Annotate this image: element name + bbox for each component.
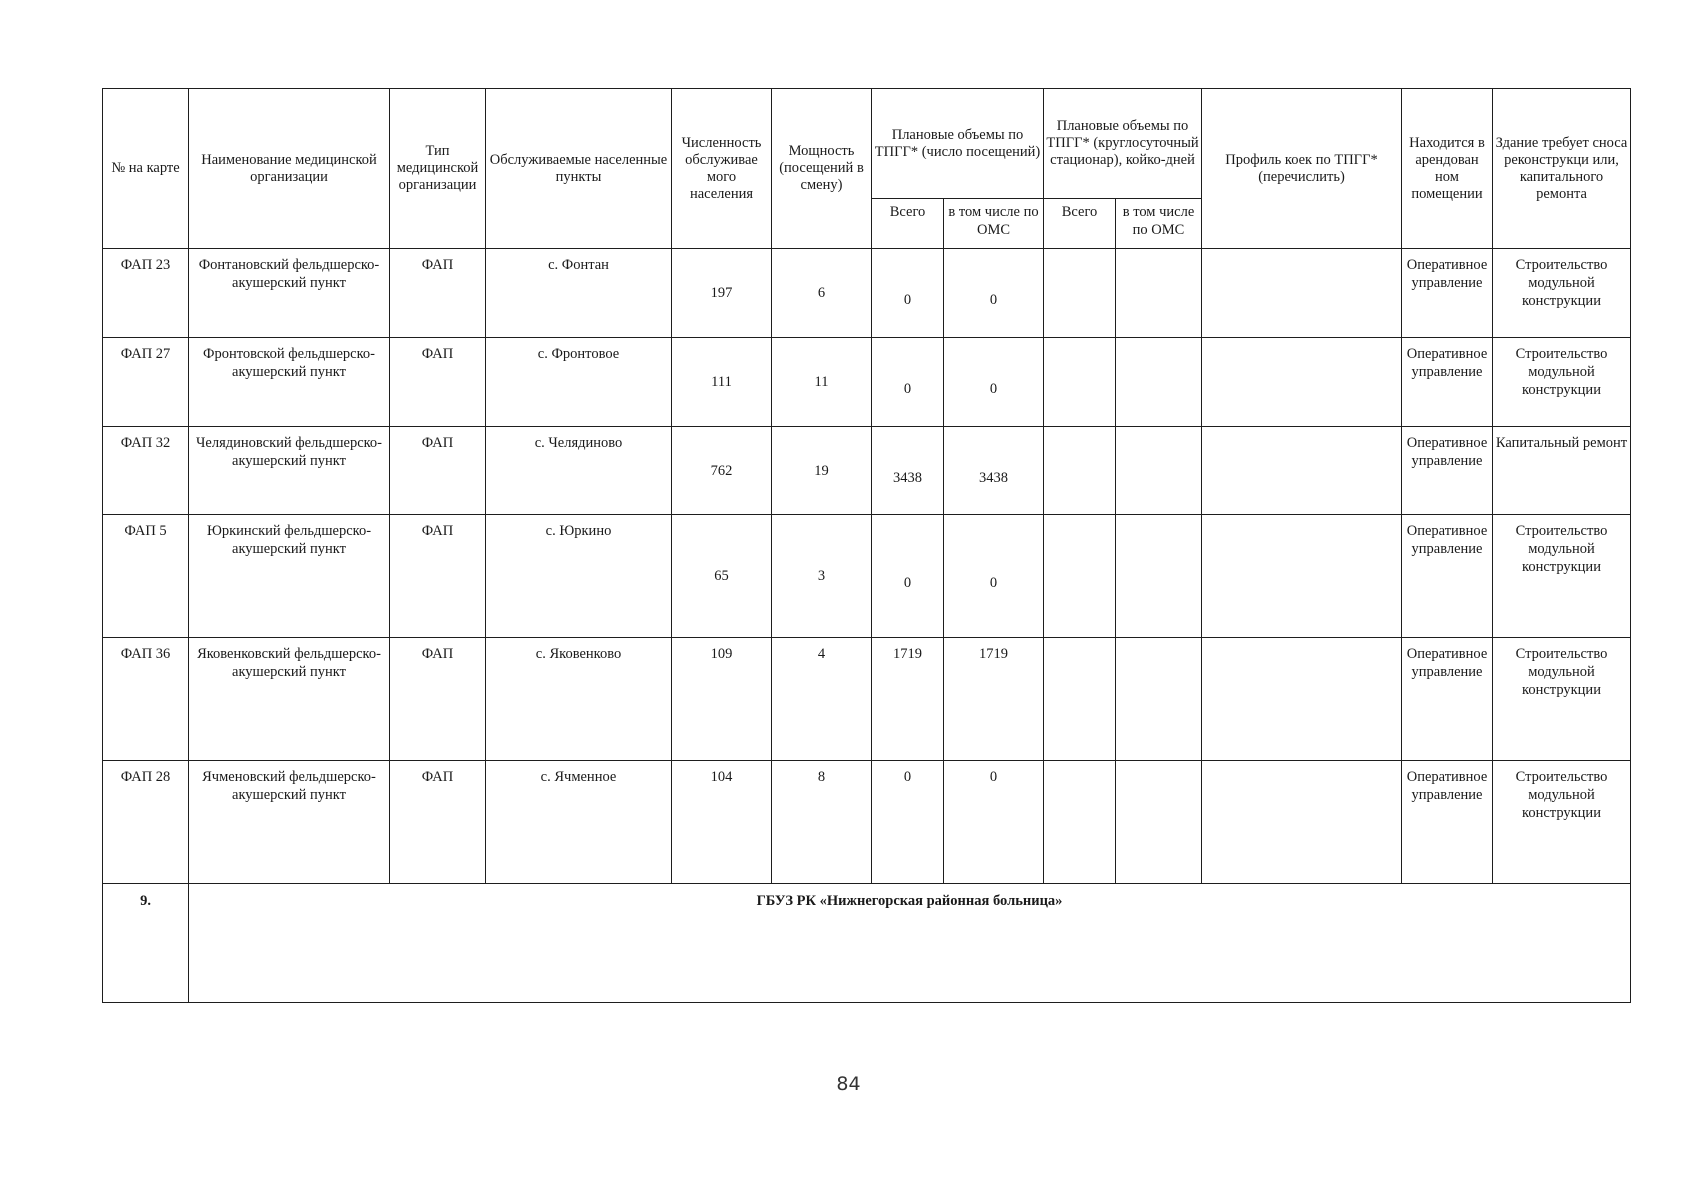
table-row (103, 761, 1631, 884)
cell-beds-oms (1116, 338, 1202, 427)
cell-building: Строительство модульной конструкции (1493, 761, 1631, 884)
cell-bed-profile (1202, 515, 1402, 638)
cell-org-name: Челядиновский фельдшерско-акушерский пункт (189, 427, 390, 515)
cell-bed-profile (1202, 638, 1402, 761)
cell-beds-total (1044, 249, 1116, 338)
cell-beds-total (1044, 638, 1116, 761)
cell-bed-profile (1202, 338, 1402, 427)
subheader-beds-oms: в том числе по ОМС (1116, 199, 1202, 249)
cell-rented: Оперативное управление (1402, 249, 1493, 338)
cell-org-type: ФАП (390, 515, 486, 638)
cell-beds-total (1044, 515, 1116, 638)
cell-building: Строительство модульной конструкции (1493, 338, 1631, 427)
cell-map-no: ФАП 23 (103, 249, 189, 338)
cell-visits-oms: 0 (944, 338, 1044, 427)
header-planned-visits: Плановые объемы по ТПГГ* (число посещений) (872, 89, 1044, 199)
cell-settlement: с. Яковенково (486, 638, 672, 761)
cell-visits-oms: 1719 (944, 638, 1044, 761)
cell-beds-total (1044, 338, 1116, 427)
cell-visits-total: 0 (872, 515, 944, 638)
header-bed-profile: Профиль коек по ТПГГ* (перечислить) (1202, 89, 1402, 249)
cell-population: 762 (672, 427, 772, 515)
table-row (103, 638, 1631, 761)
header-building: Здание требует сноса реконструкци или, капитального ремонта (1493, 89, 1631, 249)
cell-rented: Оперативное управление (1402, 427, 1493, 515)
cell-visits-oms: 0 (944, 249, 1044, 338)
cell-population: 111 (672, 338, 772, 427)
cell-capacity: 11 (772, 338, 872, 427)
cell-beds-total (1044, 761, 1116, 884)
cell-bed-profile (1202, 249, 1402, 338)
cell-beds-oms (1116, 427, 1202, 515)
cell-settlement: с. Фонтан (486, 249, 672, 338)
subheader-visits-total: Всего (872, 199, 944, 249)
cell-capacity: 3 (772, 515, 872, 638)
cell-org-name: Ячменовский фельдшерско-акушерский пункт (189, 761, 390, 884)
cell-rented: Оперативное управление (1402, 338, 1493, 427)
cell-population: 104 (672, 761, 772, 884)
header-settlements: Обслуживаемые населенные пункты (486, 89, 672, 249)
cell-visits-total: 0 (872, 338, 944, 427)
cell-map-no: ФАП 5 (103, 515, 189, 638)
cell-population: 65 (672, 515, 772, 638)
header-rented: Находится в арендован ном помещении (1402, 89, 1493, 249)
table-header-row (103, 89, 1631, 199)
cell-capacity: 6 (772, 249, 872, 338)
cell-org-name: Яковенковский фельдшерско-акушерский пункт (189, 638, 390, 761)
header-population: Численность обслуживае мого населения (672, 89, 772, 249)
cell-building: Строительство модульной конструкции (1493, 515, 1631, 638)
cell-capacity: 19 (772, 427, 872, 515)
cell-map-no: ФАП 32 (103, 427, 189, 515)
cell-visits-total: 0 (872, 761, 944, 884)
cell-visits-total: 1719 (872, 638, 944, 761)
subheader-visits-oms: в том числе по ОМС (944, 199, 1044, 249)
header-capacity: Мощность (посещений в смену) (772, 89, 872, 249)
cell-settlement: с. Челядиново (486, 427, 672, 515)
cell-org-type: ФАП (390, 249, 486, 338)
cell-capacity: 8 (772, 761, 872, 884)
header-planned-beds: Плановые объемы по ТПГГ* (круглосуточный стационар), койко-дней (1044, 89, 1202, 199)
cell-population: 109 (672, 638, 772, 761)
header-org-name: Наименование медицинской организации (189, 89, 390, 249)
cell-map-no: ФАП 28 (103, 761, 189, 884)
cell-org-type: ФАП (390, 338, 486, 427)
table-row (103, 338, 1631, 427)
page-number: 84 (836, 1073, 861, 1095)
cell-visits-oms: 0 (944, 761, 1044, 884)
cell-org-name: Фонтановский фельдшерско-акушерский пункт (189, 249, 390, 338)
cell-map-no: ФАП 27 (103, 338, 189, 427)
cell-visits-total: 3438 (872, 427, 944, 515)
cell-rented: Оперативное управление (1402, 638, 1493, 761)
cell-org-type: ФАП (390, 427, 486, 515)
header-org-type: Тип медицинской организации (390, 89, 486, 249)
table-row (103, 249, 1631, 338)
cell-map-no: ФАП 36 (103, 638, 189, 761)
facilities-table (102, 88, 1631, 1003)
table-row (103, 515, 1631, 638)
subheader-beds-total: Всего (1044, 199, 1116, 249)
cell-visits-oms: 0 (944, 515, 1044, 638)
cell-rented: Оперативное управление (1402, 761, 1493, 884)
cell-bed-profile (1202, 761, 1402, 884)
cell-beds-oms (1116, 638, 1202, 761)
cell-settlement: с. Фронтовое (486, 338, 672, 427)
header-map-no: № на карте (103, 89, 189, 249)
cell-org-type: ФАП (390, 638, 486, 761)
cell-visits-total: 0 (872, 249, 944, 338)
cell-org-name: Фронтовской фельдшерско-акушерский пункт (189, 338, 390, 427)
cell-settlement: с. Юркино (486, 515, 672, 638)
cell-settlement: с. Ячменное (486, 761, 672, 884)
cell-building: Капитальный ремонт (1493, 427, 1631, 515)
section-number: 9. (103, 884, 189, 1003)
section-row (103, 884, 1631, 1003)
cell-beds-oms (1116, 761, 1202, 884)
section-title: ГБУЗ РК «Нижнегорская районная больница» (189, 884, 1631, 1003)
cell-beds-total (1044, 427, 1116, 515)
cell-beds-oms (1116, 249, 1202, 338)
cell-building: Строительство модульной конструкции (1493, 638, 1631, 761)
table-row (103, 427, 1631, 515)
cell-rented: Оперативное управление (1402, 515, 1493, 638)
cell-population: 197 (672, 249, 772, 338)
cell-visits-oms: 3438 (944, 427, 1044, 515)
cell-capacity: 4 (772, 638, 872, 761)
cell-bed-profile (1202, 427, 1402, 515)
cell-beds-oms (1116, 515, 1202, 638)
cell-building: Строительство модульной конструкции (1493, 249, 1631, 338)
cell-org-name: Юркинский фельдшерско-акушерский пункт (189, 515, 390, 638)
cell-org-type: ФАП (390, 761, 486, 884)
